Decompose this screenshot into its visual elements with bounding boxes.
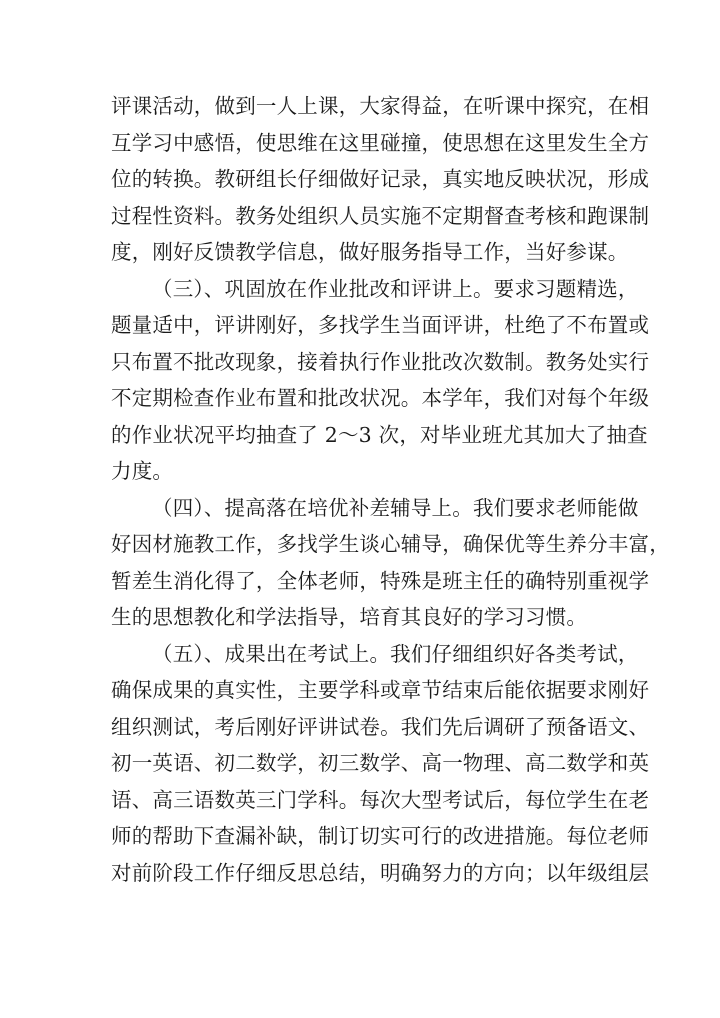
- document-body: [111, 88, 670, 891]
- text-line-indented: （四）、提高落在培优补差辅导上。我们要求老师能做: [152, 495, 639, 520]
- paragraph-1: [111, 88, 650, 271]
- text-line: 度，刚好反馈教学信息，做好服务指导工作，当好参谋。: [111, 240, 629, 264]
- text-line: 评课活动，做到一人上课，大家得益，在听课中探究，在相: [111, 94, 650, 118]
- paragraph-3: [111, 490, 670, 636]
- text-line: 组织测试，考后刚好评讲试卷。我们先后调研了预备语文、: [111, 714, 650, 739]
- text-line: 生的思想教化和学法指导，培育其良好的学习习惯。: [111, 605, 588, 629]
- paragraph-4: [111, 636, 650, 892]
- text-line: 力度。: [111, 459, 174, 483]
- text-line-indented: （五）、成果出在考试上。我们仔细组织好各类考试，: [152, 641, 639, 666]
- text-line: 师的帮助下查漏补缺，制订切实可行的改进措施。每位老师: [111, 824, 650, 848]
- text-line: 初一英语、初二数学，初三数学、高一物理、高二数学和英: [111, 751, 650, 775]
- text-line: 对前阶段工作仔细反思总结，明确努力的方向；以年级组层: [111, 860, 650, 885]
- text-line: 的作业状况平均抽查了 2～3 次，对毕业班尤其加大了抽查: [111, 422, 648, 447]
- text-line: 题量适中，评讲刚好，多找学生当面评讲，杜绝了不布置或: [111, 313, 650, 337]
- text-line: 互学习中感悟，使思维在这里碰撞，使思想在这里发生全方: [111, 130, 650, 155]
- paragraph-2: [111, 271, 650, 490]
- text-line: 过程性资料。教务处组织人员实施不定期督查考核和跑课制: [111, 203, 650, 228]
- text-line-indented: （三）、巩固放在作业批改和评讲上。要求习题精选，: [152, 276, 639, 301]
- text-line: 不定期检查作业布置和批改状况。本学年，我们对每个年级: [111, 386, 650, 410]
- text-line: 确保成果的真实性，主要学科或章节结束后能依据要求刚好: [111, 678, 650, 702]
- text-line: 只布置不批改现象，接着执行作业批改次数制。教务处实行: [111, 349, 650, 374]
- text-line: 语、高三语数英三门学科。每次大型考试后，每位学生在老: [111, 787, 650, 812]
- text-line: 位的转换。教研组长仔细做好记录，真实地反映状况，形成: [111, 167, 650, 191]
- text-line: 好因材施教工作，多找学生谈心辅导，确保优等生养分丰富，: [111, 532, 670, 556]
- text-line: 暂差生消化得了，全体老师，特殊是班主任的确特别重视学: [111, 568, 650, 593]
